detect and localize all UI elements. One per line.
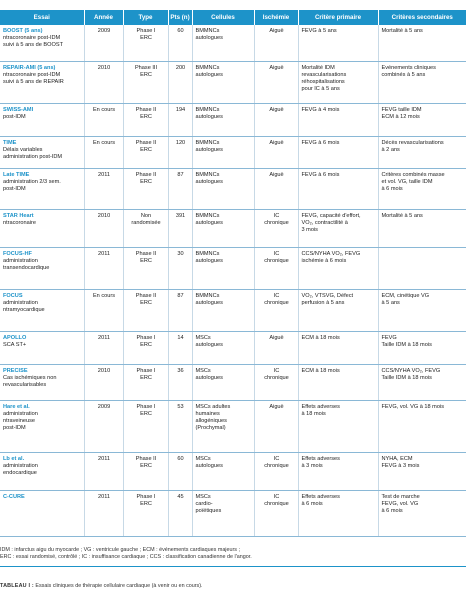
- secondary-endpoint-cell-text: Test de marche FEVG, vol. VG à 6 mois: [381, 493, 420, 514]
- patients-cell: [168, 490, 192, 536]
- trial-cell: [0, 168, 84, 209]
- cells-cell: [192, 247, 254, 289]
- column-header: Pts (n): [168, 10, 192, 25]
- secondary-endpoint-cell: [378, 25, 466, 61]
- cells-cell: [192, 364, 254, 400]
- ischemia-cell: [254, 136, 298, 168]
- year-cell: [84, 247, 123, 289]
- cells-cell: [192, 331, 254, 364]
- trial-name: PRECISE: [3, 367, 28, 374]
- trial-cell: [0, 490, 84, 536]
- patients-cell-text: 391: [175, 212, 186, 219]
- ischemia-cell: [254, 25, 298, 61]
- ischemia-cell: [254, 209, 298, 247]
- year-cell-text: 2011: [97, 455, 111, 462]
- ischemia-cell-text: Aiguë: [269, 403, 284, 410]
- trial-name: TIME: [3, 139, 17, 146]
- table-row: [0, 25, 466, 61]
- primary-endpoint-cell: [298, 331, 378, 364]
- type-cell-text: Phase I ERC: [136, 403, 156, 417]
- patients-cell-text: 87: [177, 292, 184, 299]
- trial-detail: post-IDM: [3, 113, 26, 120]
- type-cell-text: Non randomisée: [131, 212, 161, 226]
- trial-cell: [0, 289, 84, 331]
- patients-cell: [168, 452, 192, 490]
- trial-name: BOOST (5 ans): [3, 28, 43, 34]
- footnote-line: ERC : essai randomisé, contrôlé ; IC : insuffisance cardiaque ; CCS : classification canadienne de l'angor.: [0, 554, 252, 561]
- type-cell: [123, 289, 168, 331]
- year-cell: [84, 364, 123, 400]
- cells-cell-text: BMMNCs autologues: [195, 250, 223, 264]
- primary-endpoint-cell: [298, 61, 378, 103]
- ischemia-cell-text: IC chronique: [264, 292, 289, 306]
- primary-endpoint-cell: [298, 452, 378, 490]
- year-cell: [84, 490, 123, 536]
- patients-cell: [168, 331, 192, 364]
- secondary-endpoint-cell: [378, 364, 466, 400]
- type-cell: [123, 61, 168, 103]
- primary-endpoint-cell-text: ECM à 18 mois: [301, 334, 340, 341]
- trial-detail: Cas ischémiques non revascularisables: [3, 374, 57, 388]
- cells-cell-text: MSCs cardio- poïétiques: [195, 493, 222, 514]
- trial-detail: ntracoronaire post-IDM suivi à 5 ans de BOOST: [3, 35, 64, 49]
- patients-cell-text: 45: [177, 493, 184, 500]
- cells-cell: [192, 168, 254, 209]
- column-header: Cellules: [192, 10, 254, 25]
- column-header: Critères secondaires: [378, 10, 466, 25]
- patients-cell: [168, 61, 192, 103]
- cells-cell-text: MSCs autologues: [195, 334, 223, 348]
- secondary-endpoint-cell-text: Mortalité à 5 ans: [381, 28, 423, 34]
- trial-detail: administration ntraveineuse post-IDM: [3, 410, 38, 432]
- patients-cell: [168, 400, 192, 452]
- table-row: [0, 61, 466, 103]
- type-cell-text: Phase II ERC: [135, 139, 157, 153]
- ischemia-cell-text: Aiguë: [269, 28, 284, 34]
- secondary-endpoint-cell-text: Evénements cliniques combinés à 5 ans: [381, 64, 436, 78]
- secondary-endpoint-cell: [378, 168, 466, 209]
- ischemia-cell: [254, 490, 298, 536]
- year-cell: [84, 400, 123, 452]
- year-cell: [84, 452, 123, 490]
- trial-name: APOLLO: [3, 334, 27, 341]
- cells-cell: [192, 490, 254, 536]
- trial-cell: [0, 61, 84, 103]
- ischemia-cell: [254, 61, 298, 103]
- primary-endpoint-cell-text: VO₂, VTSVG, Défect perfusion à 5 ans: [301, 292, 354, 306]
- trial-cell: [0, 452, 84, 490]
- primary-endpoint-cell-text: CCS/NYHA VO₂, FEVG ischémie à 6 mois: [301, 250, 361, 264]
- type-cell-text: Phase I ERC: [136, 334, 156, 348]
- primary-endpoint-cell: [298, 136, 378, 168]
- secondary-endpoint-cell: [378, 490, 466, 536]
- trial-name: FOCUS: [3, 292, 23, 299]
- table-row: [0, 247, 466, 289]
- clinical-trials-table: [0, 10, 466, 537]
- year-cell-text: 2011: [97, 171, 111, 178]
- ischemia-cell-text: IC chronique: [264, 250, 289, 264]
- primary-endpoint-cell-text: Effets adverses à 6 mois: [301, 493, 340, 507]
- type-cell-text: Phase I ERC: [136, 367, 156, 381]
- type-cell-text: Phase I ERC: [136, 493, 156, 507]
- trial-cell: [0, 136, 84, 168]
- trial-cell: [0, 247, 84, 289]
- type-cell: [123, 136, 168, 168]
- year-cell: [84, 61, 123, 103]
- caption-label: TABLEAU I :: [0, 583, 34, 589]
- type-cell-text: Phase III ERC: [134, 64, 158, 78]
- table-row: [0, 490, 466, 536]
- trial-detail: SCA ST+: [3, 341, 27, 348]
- year-cell-text: 2009: [97, 28, 111, 34]
- year-cell: [84, 289, 123, 331]
- patients-cell: [168, 168, 192, 209]
- table-header-row: [0, 10, 466, 25]
- trial-detail: administration 2/3 sem. post-IDM: [3, 178, 61, 192]
- trial-detail: administration ntramyocardique: [3, 299, 45, 313]
- trial-name: Lb et al.: [3, 455, 25, 462]
- column-header: Type: [123, 10, 168, 25]
- cells-cell: [192, 400, 254, 452]
- primary-endpoint-cell-text: FEVG à 6 mois: [301, 171, 340, 178]
- year-cell-text: 2011: [97, 250, 111, 257]
- cells-cell-text: BMMNCs autologues: [195, 64, 223, 78]
- cells-cell: [192, 289, 254, 331]
- primary-endpoint-cell-text: FEVG à 5 ans: [301, 28, 337, 34]
- ischemia-cell: [254, 452, 298, 490]
- patients-cell-text: 60: [177, 455, 184, 462]
- ischemia-cell-text: IC chronique: [264, 493, 289, 507]
- secondary-endpoint-cell-text: FEVG taille IDM ECM à 12 mois: [381, 106, 422, 120]
- cells-cell: [192, 103, 254, 136]
- primary-endpoint-cell: [298, 289, 378, 331]
- year-cell: [84, 25, 123, 61]
- primary-endpoint-cell: [298, 168, 378, 209]
- primary-endpoint-cell-text: ECM à 18 mois: [301, 367, 340, 374]
- trial-detail: ntracoronaire post-IDM suivi à 5 ans de REPAIR: [3, 71, 64, 85]
- type-cell: [123, 25, 168, 61]
- ischemia-cell: [254, 103, 298, 136]
- year-cell: [84, 209, 123, 247]
- secondary-endpoint-cell-text: Critères combinés masse et vol. VG, taille IDM à 6 mois: [381, 171, 445, 192]
- footnotes: [0, 547, 466, 561]
- trial-cell: [0, 25, 84, 61]
- type-cell: [123, 400, 168, 452]
- type-cell-text: Phase II ERC: [135, 250, 157, 264]
- ischemia-cell: [254, 289, 298, 331]
- secondary-endpoint-cell-text: Décès revascularisations à 2 ans: [381, 139, 444, 153]
- patients-cell: [168, 247, 192, 289]
- cells-cell-text: BMMNCs autologues: [195, 139, 223, 153]
- column-header: Critère primaire: [298, 10, 378, 25]
- patients-cell: [168, 25, 192, 61]
- ischemia-cell: [254, 331, 298, 364]
- table-row: [0, 452, 466, 490]
- type-cell: [123, 209, 168, 247]
- column-header: Ischémie: [254, 10, 298, 25]
- primary-endpoint-cell-text: FEVG à 4 mois: [301, 106, 340, 113]
- year-cell-text: En cours: [92, 106, 116, 113]
- cells-cell: [192, 25, 254, 61]
- secondary-endpoint-cell: [378, 61, 466, 103]
- patients-cell: [168, 289, 192, 331]
- cells-cell-text: BMMNCs autologues: [195, 171, 223, 185]
- divider: [0, 566, 466, 567]
- table-row: [0, 136, 466, 168]
- year-cell-text: En cours: [92, 292, 116, 299]
- table-row: [0, 364, 466, 400]
- trial-name: FOCUS-HF: [3, 250, 32, 257]
- secondary-endpoint-cell: [378, 136, 466, 168]
- patients-cell: [168, 364, 192, 400]
- year-cell-text: En cours: [92, 139, 116, 146]
- cells-cell-text: MSCs autologues: [195, 367, 223, 381]
- cells-cell-text: MSCs autologues: [195, 455, 223, 469]
- trial-detail: ntracoronaire: [3, 219, 36, 226]
- secondary-endpoint-cell: [378, 331, 466, 364]
- cells-cell: [192, 136, 254, 168]
- patients-cell: [168, 209, 192, 247]
- cells-cell: [192, 209, 254, 247]
- trial-name: Late TIME: [3, 171, 30, 178]
- primary-endpoint-cell-text: FEVG, capacité d'effort, VO₂, contractilité à 3 mois: [301, 212, 361, 233]
- patients-cell: [168, 103, 192, 136]
- type-cell: [123, 168, 168, 209]
- trial-name: STAR Heart: [3, 212, 34, 219]
- primary-endpoint-cell: [298, 209, 378, 247]
- ischemia-cell: [254, 247, 298, 289]
- ischemia-cell: [254, 400, 298, 452]
- table-row: [0, 289, 466, 331]
- type-cell: [123, 103, 168, 136]
- trial-name: SWISS-AMI: [3, 106, 34, 113]
- cells-cell-text: BMMNCs autologues: [195, 212, 223, 226]
- year-cell-text: 2010: [97, 64, 111, 71]
- type-cell: [123, 247, 168, 289]
- secondary-endpoint-cell-text: NYHA, ECM FEVG à 3 mois: [381, 455, 420, 469]
- patients-cell-text: 200: [175, 64, 186, 71]
- patients-cell-text: 87: [177, 171, 184, 178]
- secondary-endpoint-cell: [378, 103, 466, 136]
- secondary-endpoint-cell-text: ECM, cinétique VG à 5 ans: [381, 292, 430, 306]
- primary-endpoint-cell-text: Effets adverses à 3 mois: [301, 455, 340, 469]
- table-row: [0, 331, 466, 364]
- cells-cell-text: MSCs adultes humaines allogéniques (Prochymal): [195, 403, 231, 432]
- patients-cell-text: 120: [175, 139, 186, 146]
- year-cell-text: 2011: [97, 493, 111, 500]
- year-cell: [84, 136, 123, 168]
- type-cell-text: Phase II ERC: [135, 455, 157, 469]
- table-row: [0, 209, 466, 247]
- ischemia-cell-text: IC chronique: [264, 455, 289, 469]
- patients-cell-text: 30: [177, 250, 184, 257]
- primary-endpoint-cell: [298, 25, 378, 61]
- ischemia-cell-text: Aiguë: [269, 139, 284, 146]
- table-body: [0, 25, 466, 536]
- column-header: Année: [84, 10, 123, 25]
- year-cell-text: 2010: [97, 367, 111, 374]
- trial-name: C-CURE: [3, 493, 25, 500]
- primary-endpoint-cell-text: FEVG à 6 mois: [301, 139, 340, 146]
- ischemia-cell-text: Aiguë: [269, 171, 284, 178]
- cells-cell: [192, 61, 254, 103]
- trial-cell: [0, 400, 84, 452]
- ischemia-cell: [254, 168, 298, 209]
- trial-cell: [0, 209, 84, 247]
- trial-cell: [0, 364, 84, 400]
- patients-cell-text: 194: [175, 106, 186, 113]
- table-row: [0, 400, 466, 452]
- secondary-endpoint-cell-text: FEVG Taille IDM à 18 mois: [381, 334, 432, 348]
- secondary-endpoint-cell: [378, 400, 466, 452]
- year-cell-text: 2011: [97, 334, 111, 341]
- trial-cell: [0, 331, 84, 364]
- secondary-endpoint-cell: [378, 289, 466, 331]
- trial-detail: Délais variables administration post-IDM: [3, 146, 63, 160]
- primary-endpoint-cell: [298, 490, 378, 536]
- primary-endpoint-cell: [298, 103, 378, 136]
- type-cell: [123, 452, 168, 490]
- ischemia-cell-text: IC chronique: [264, 212, 289, 226]
- type-cell-text: Phase II ERC: [135, 292, 157, 306]
- year-cell-text: 2010: [97, 212, 111, 219]
- trial-name: REPAIR-AMI (5 ans): [3, 64, 56, 71]
- cells-cell-text: BMMNCs autologues: [195, 106, 223, 120]
- secondary-endpoint-cell: [378, 452, 466, 490]
- year-cell: [84, 331, 123, 364]
- table-caption: [0, 583, 203, 589]
- year-cell: [84, 168, 123, 209]
- ischemia-cell-text: Aiguë: [269, 106, 284, 113]
- primary-endpoint-cell: [298, 364, 378, 400]
- ischemia-cell-text: IC chronique: [264, 367, 289, 381]
- table-row: [0, 168, 466, 209]
- patients-cell-text: 14: [177, 334, 184, 341]
- type-cell-text: Phase II ERC: [135, 106, 157, 120]
- cells-cell-text: BMMNCs autologues: [195, 292, 223, 306]
- type-cell: [123, 364, 168, 400]
- secondary-endpoint-cell-text: Mortalité à 5 ans: [381, 212, 423, 219]
- primary-endpoint-cell: [298, 247, 378, 289]
- table-row: [0, 103, 466, 136]
- type-cell: [123, 490, 168, 536]
- patients-cell-text: 60: [177, 28, 184, 34]
- ischemia-cell-text: Aiguë: [269, 64, 284, 71]
- cells-cell: [192, 452, 254, 490]
- secondary-endpoint-cell-text: CCS/NYHA VO₂, FEVG Taille IDM à 18 mois: [381, 367, 441, 381]
- type-cell-text: Phase I ERC: [136, 28, 156, 42]
- column-header: Essai: [0, 10, 84, 25]
- ischemia-cell-text: Aiguë: [269, 334, 284, 341]
- trial-detail: administration endocardique: [3, 462, 38, 476]
- year-cell-text: 2009: [97, 403, 111, 410]
- footnote-line: IDM : infarctus aigu du myocarde ; VG : ventricule gauche ; ECM : événements cardiaques majeurs ;: [0, 547, 240, 553]
- primary-endpoint-cell-text: Mortalité IDM revascularisations réhospitalisations pour IC à 5 ans: [301, 64, 347, 93]
- trial-detail: administration transendocardique: [3, 257, 50, 271]
- type-cell: [123, 331, 168, 364]
- patients-cell-text: 36: [177, 367, 184, 374]
- caption-text: Essais cliniques de thérapie cellulaire cardiaque (à venir ou en cours).: [35, 583, 203, 589]
- type-cell-text: Phase II ERC: [135, 171, 157, 185]
- year-cell: [84, 103, 123, 136]
- trial-name: Hare et al.: [3, 403, 30, 410]
- patients-cell: [168, 136, 192, 168]
- primary-endpoint-cell: [298, 400, 378, 452]
- secondary-endpoint-cell: [378, 209, 466, 247]
- cells-cell-text: BMMNCs autologues: [195, 28, 223, 42]
- secondary-endpoint-cell: [378, 247, 466, 289]
- ischemia-cell: [254, 364, 298, 400]
- trial-cell: [0, 103, 84, 136]
- primary-endpoint-cell-text: Effets adverses à 18 mois: [301, 403, 340, 417]
- secondary-endpoint-cell-text: FEVG, vol. VG à 18 mois: [381, 403, 444, 410]
- patients-cell-text: 53: [177, 403, 184, 410]
